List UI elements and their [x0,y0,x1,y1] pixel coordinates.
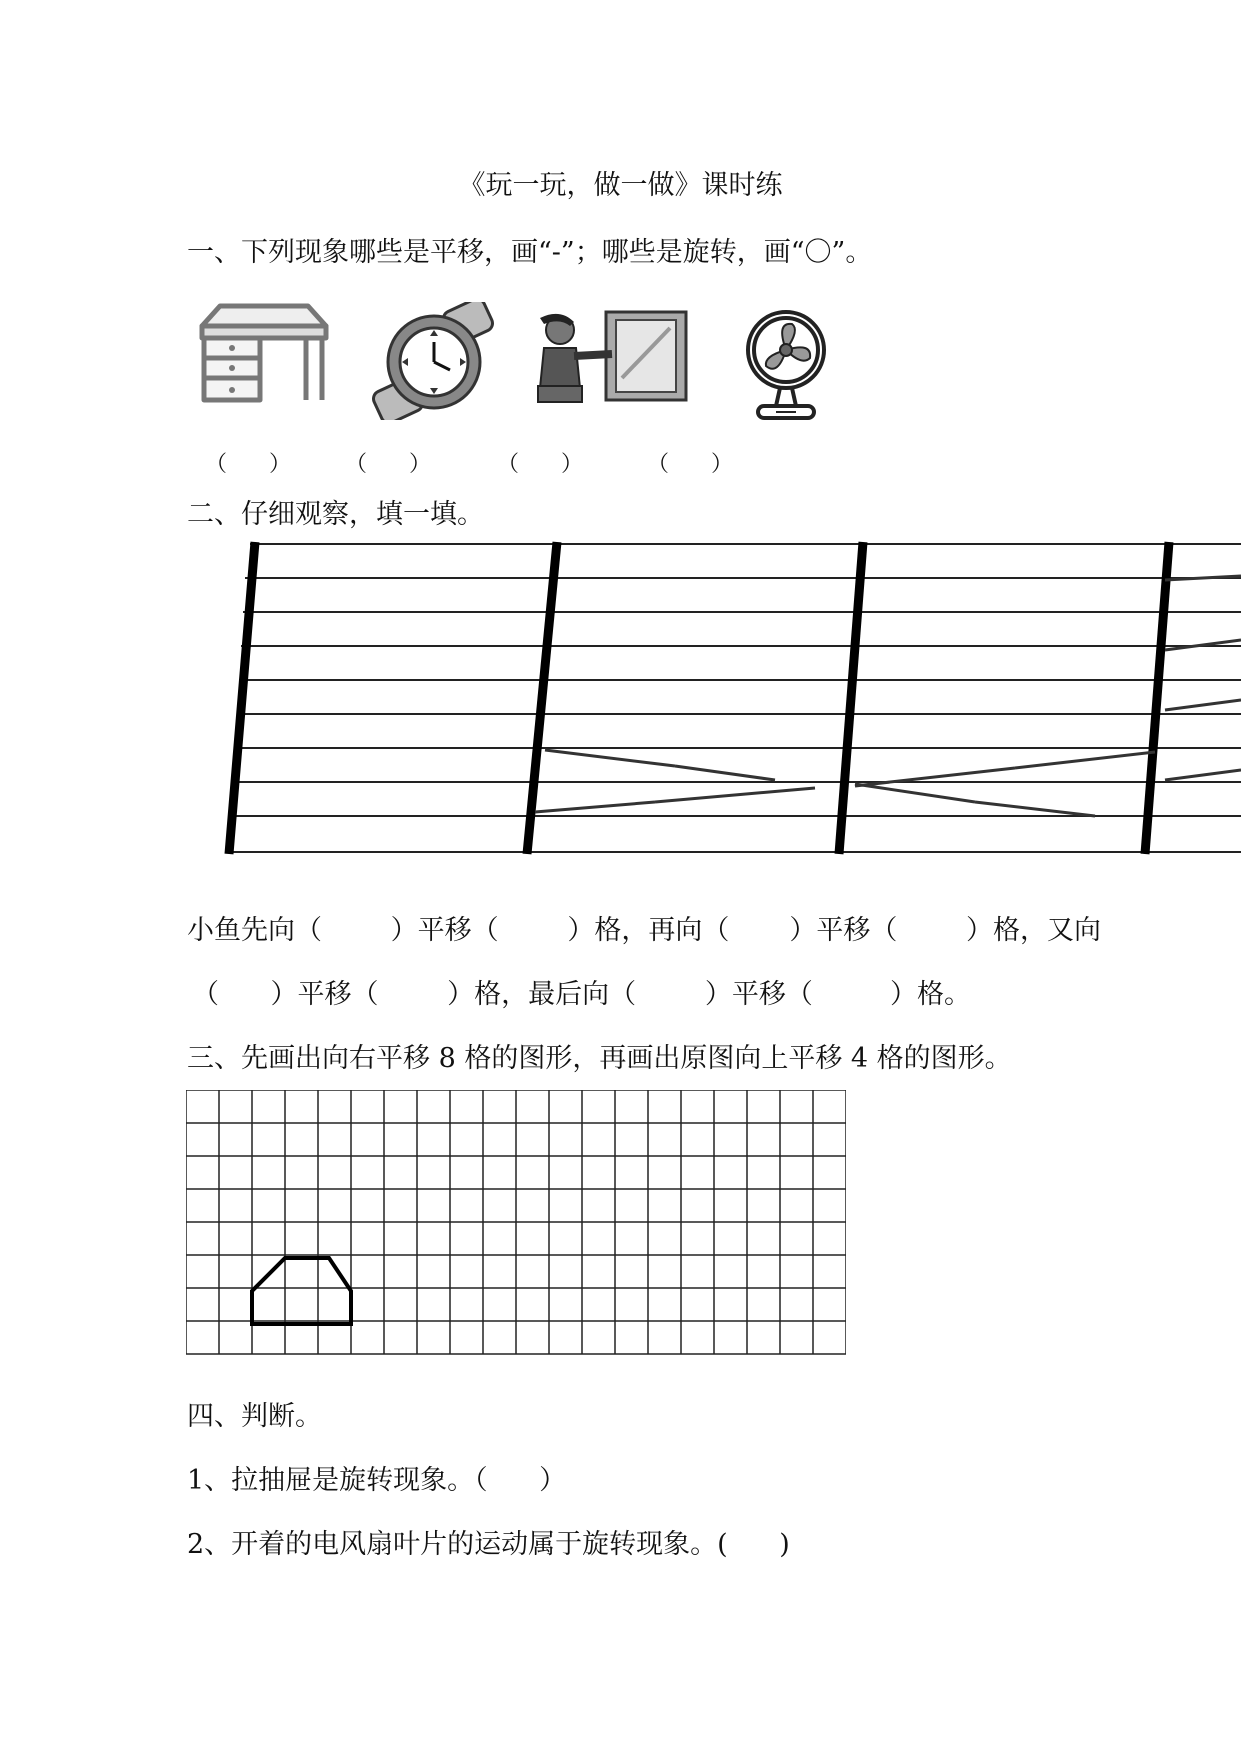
answer-paren-desk[interactable]: （ ） [205,452,291,477]
section2-heading: 二、仔细观察，填一填。 [187,499,484,530]
lined-grid-figure [215,540,1241,860]
fish-question-line1: 小鱼先向（ ）平移（ ）格，再向（ ）平移（ ）格，又向 [187,915,1102,946]
boy-pushing-window-icon [530,308,690,408]
watch-icon [366,302,502,420]
judgement-question-2: 2、开着的电风扇叶片的运动属于旋转现象。( ) [187,1529,790,1560]
section4-heading: 四、判断。 [187,1401,322,1432]
page-title: 《玩一玩，做一做》课时练 [458,170,783,201]
square-grid[interactable] [186,1090,846,1358]
answer-paren-watch[interactable]: （ ） [345,452,431,477]
section1-heading: 一、下列现象哪些是平移，画“-”；哪些是旋转，画“〇”。 [187,237,873,268]
desk-icon [196,296,332,408]
electric-fan-icon [736,306,836,422]
answer-paren-fan[interactable]: （ ） [647,452,733,477]
fish-question-line2: （ ）平移（ ）格，最后向（ ）平移（ ）格。 [192,979,972,1010]
trapezoid-shape [252,1258,351,1324]
judgement-question-1: 1、拉抽屉是旋转现象。（ ） [187,1465,567,1496]
section3-heading: 三、先画出向右平移 8 格的图形，再画出原图向上平移 4 格的图形。 [187,1043,1012,1074]
answer-paren-window[interactable]: （ ） [497,452,583,477]
